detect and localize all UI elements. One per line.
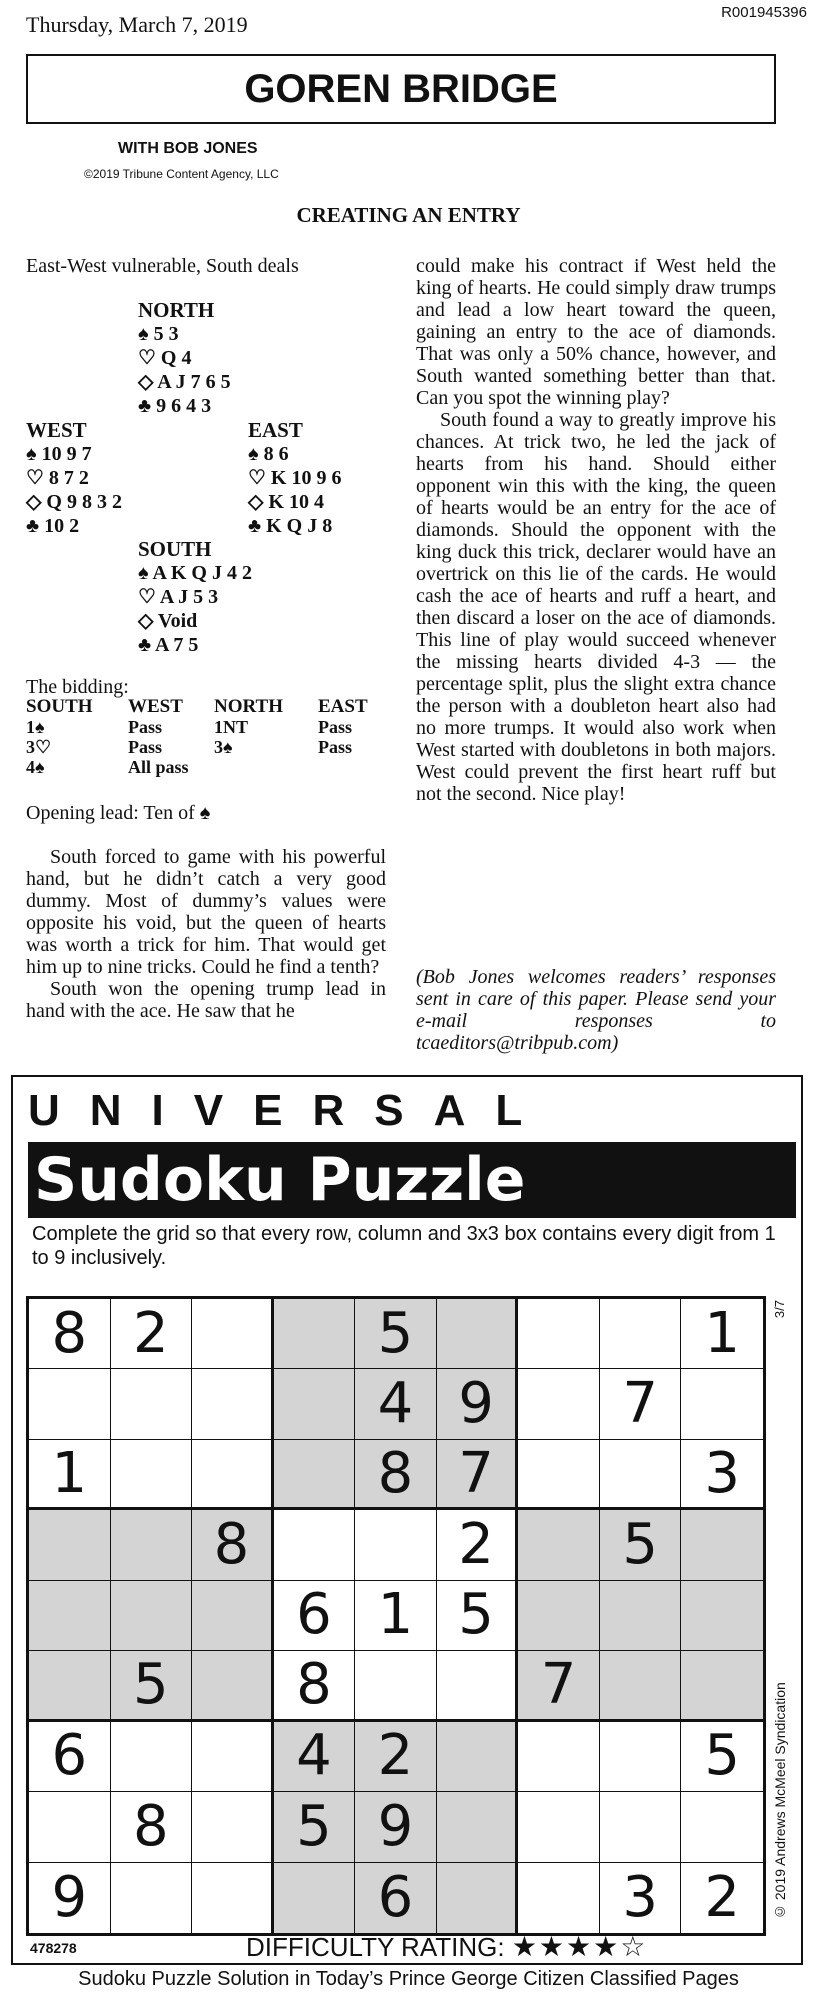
sudoku-cell[interactable]: 7 bbox=[600, 1369, 682, 1439]
bidding-row bbox=[26, 737, 368, 757]
star-rating-icon: ★★★★☆ bbox=[511, 1930, 648, 1963]
sudoku-cell[interactable]: 1 bbox=[355, 1581, 437, 1651]
sudoku-cell[interactable] bbox=[600, 1651, 682, 1721]
hand-label: SOUTH bbox=[138, 537, 212, 561]
paragraph: South forced to game with his powerful hand, but he didn’t catch a very good dummy. Most of dummy’s values were opposite his void, but the queen of hearts was worth a trick for him. That would get him up to nine tricks. Could he find a tenth? bbox=[26, 846, 386, 978]
sudoku-cell[interactable]: 8 bbox=[111, 1792, 193, 1862]
sudoku-cell[interactable] bbox=[111, 1722, 193, 1792]
spades-holding: ♠ A K Q J 4 2 bbox=[138, 562, 252, 584]
sudoku-cell[interactable]: 5 bbox=[111, 1651, 193, 1721]
spades-holding: ♠ 5 3 bbox=[138, 323, 179, 345]
hearts-holding: ♡ Q 4 bbox=[138, 347, 192, 369]
sudoku-cell[interactable]: 7 bbox=[518, 1651, 600, 1721]
sudoku-cell[interactable] bbox=[111, 1369, 193, 1439]
sudoku-cell[interactable] bbox=[437, 1792, 519, 1862]
sudoku-cell[interactable]: 6 bbox=[274, 1581, 356, 1651]
author-note: (Bob Jones welcomes readers’ responses sent in care of this paper. Please send your e-mail responses to tcaeditors@tribpub.com) bbox=[416, 966, 776, 1054]
sudoku-cell[interactable]: 2 bbox=[704, 1864, 741, 1930]
bidding-table bbox=[26, 697, 368, 777]
difficulty-label: DIFFICULTY RATING: bbox=[246, 1932, 505, 1962]
sudoku-cell[interactable] bbox=[29, 1581, 111, 1651]
sudoku-cell[interactable] bbox=[518, 1510, 600, 1580]
sudoku-cell[interactable] bbox=[437, 1651, 519, 1721]
bid: 3♡ bbox=[26, 737, 52, 757]
article-title: CREATING AN ENTRY bbox=[296, 203, 521, 227]
sudoku-cell[interactable] bbox=[600, 1440, 682, 1510]
sudoku-cell[interactable]: 3 bbox=[681, 1440, 763, 1510]
sudoku-cell[interactable] bbox=[518, 1792, 600, 1862]
article-body-right bbox=[416, 255, 776, 805]
sudoku-cell[interactable] bbox=[600, 1299, 682, 1369]
sudoku-cell[interactable]: 5 bbox=[437, 1581, 519, 1651]
article-body-left bbox=[26, 846, 386, 1022]
sudoku-cell[interactable] bbox=[111, 1510, 193, 1580]
sudoku-cell[interactable] bbox=[111, 1440, 193, 1510]
clubs-holding: ♣ 10 2 bbox=[26, 515, 80, 537]
hand-label: WEST bbox=[26, 418, 87, 442]
sudoku-cell[interactable] bbox=[355, 1510, 437, 1580]
bid: All pass bbox=[128, 757, 189, 777]
sudoku-cell[interactable]: 1 bbox=[29, 1440, 111, 1510]
bidding-column-header: SOUTH bbox=[26, 696, 93, 717]
sudoku-cell[interactable]: 4 bbox=[274, 1722, 356, 1792]
sudoku-cell[interactable] bbox=[192, 1722, 274, 1792]
sudoku-cell[interactable] bbox=[274, 1510, 356, 1580]
bidding-column-header: EAST bbox=[318, 696, 368, 717]
sudoku-cell[interactable]: 4 bbox=[355, 1369, 437, 1439]
sudoku-cell[interactable]: 9 bbox=[355, 1792, 437, 1862]
west-hand bbox=[26, 418, 122, 538]
sudoku-cell[interactable]: 5 bbox=[274, 1792, 356, 1862]
bidding-header: The bidding: bbox=[26, 676, 129, 698]
sudoku-cell[interactable] bbox=[274, 1299, 356, 1369]
sudoku-cell[interactable]: 9 bbox=[29, 1863, 111, 1933]
sudoku-cell[interactable] bbox=[518, 1299, 600, 1369]
sudoku-instructions: Complete the grid so that every row, column and 3x3 box contains every digit from 1 to 9 inclusively. bbox=[32, 1223, 776, 1269]
sudoku-cell[interactable] bbox=[29, 1651, 111, 1721]
diamonds-holding: ◇ Void bbox=[138, 610, 198, 632]
bid bbox=[214, 757, 318, 777]
hearts-holding: ♡ 8 7 2 bbox=[26, 467, 89, 489]
diamonds-holding: ◇ A J 7 6 5 bbox=[138, 371, 231, 393]
paragraph: could make his contract if West held the king of hearts. He could simply draw trumps and lead a low heart toward the queen, gaining an entry to the ace of diamonds. That was only a 50% chance, however, and South wanted something better than that. Can you spot the winning play? bbox=[416, 255, 776, 409]
bid bbox=[318, 757, 368, 777]
clubs-holding: ♣ K Q J 8 bbox=[248, 515, 333, 537]
side-date: 3/7 bbox=[772, 1300, 787, 1319]
diamonds-holding: ◇ Q 9 8 3 2 bbox=[26, 491, 122, 513]
bid: 3♠ bbox=[214, 737, 233, 757]
sudoku-cell[interactable] bbox=[681, 1369, 763, 1439]
bid: 4♠ bbox=[26, 757, 45, 777]
sudoku-cell[interactable] bbox=[681, 1792, 763, 1862]
sudoku-cell[interactable] bbox=[192, 1369, 274, 1439]
vulnerability-line: East-West vulnerable, South deals bbox=[26, 255, 299, 277]
sudoku-cell[interactable]: 9 bbox=[437, 1369, 519, 1439]
sudoku-cell[interactable] bbox=[29, 1369, 111, 1439]
sudoku-heading-top: UNIVERSAL bbox=[28, 1086, 553, 1135]
sudoku-cell[interactable] bbox=[111, 1863, 193, 1933]
sudoku-cell[interactable]: 2 bbox=[355, 1722, 437, 1792]
bidding-column-header: NORTH bbox=[214, 696, 284, 717]
spades-holding: ♠ 8 6 bbox=[248, 443, 289, 465]
spades-holding: ♠ 10 9 7 bbox=[26, 443, 92, 465]
sudoku-cell[interactable] bbox=[437, 1299, 519, 1369]
sudoku-cell[interactable] bbox=[111, 1581, 193, 1651]
clubs-holding: ♣ A 7 5 bbox=[138, 634, 199, 656]
hand-label: NORTH bbox=[138, 298, 215, 322]
publication-date: Thursday, March 7, 2019 bbox=[26, 12, 248, 37]
solution-note: Sudoku Puzzle Solution in Today’s Prince George Citizen Classified Pages bbox=[78, 1968, 739, 1990]
bid: Pass bbox=[128, 737, 163, 757]
sudoku-cell[interactable] bbox=[518, 1369, 600, 1439]
north-hand bbox=[138, 298, 231, 418]
page-code: R001945396 bbox=[721, 4, 807, 21]
sudoku-cell[interactable] bbox=[518, 1863, 600, 1933]
sudoku-cell[interactable]: 8 bbox=[192, 1510, 274, 1580]
bid: Pass bbox=[318, 737, 353, 757]
sudoku-cell[interactable] bbox=[437, 1722, 519, 1792]
bidding-row bbox=[26, 717, 368, 737]
sudoku-cell[interactable]: 7 bbox=[437, 1440, 519, 1510]
bid: 1NT bbox=[214, 717, 249, 737]
sudoku-cell[interactable]: 2 bbox=[111, 1299, 193, 1369]
bidding-row bbox=[26, 757, 368, 777]
sudoku-cell[interactable]: 6 bbox=[29, 1722, 111, 1792]
sudoku-cell[interactable] bbox=[192, 1440, 274, 1510]
bid: Pass bbox=[128, 717, 163, 737]
syndication-credit: © 2019 Andrews McMeel Syndication bbox=[772, 1682, 788, 1920]
sudoku-heading-banner: Sudoku Puzzle bbox=[28, 1142, 796, 1218]
east-hand bbox=[248, 418, 342, 538]
opening-lead: Opening lead: Ten of ♠ bbox=[26, 802, 211, 824]
clubs-holding: ♣ 9 6 4 3 bbox=[138, 395, 212, 417]
sudoku-cell[interactable]: 5 bbox=[600, 1510, 682, 1580]
sudoku-cell[interactable] bbox=[437, 1863, 519, 1933]
sudoku-cell[interactable]: 1 bbox=[681, 1299, 763, 1369]
column-title: GOREN BRIDGE bbox=[26, 54, 776, 124]
sudoku-cell[interactable] bbox=[681, 1581, 763, 1651]
hearts-holding: ♡ K 10 9 6 bbox=[248, 467, 342, 489]
sudoku-cell[interactable]: 8 bbox=[355, 1440, 437, 1510]
sudoku-cell[interactable] bbox=[274, 1863, 356, 1933]
sudoku-cell[interactable] bbox=[192, 1863, 274, 1933]
copyright: ©2019 Tribune Content Agency, LLC bbox=[84, 167, 279, 181]
sudoku-cell[interactable] bbox=[681, 1651, 763, 1721]
sudoku-cell[interactable] bbox=[274, 1369, 356, 1439]
bid: 1♠ bbox=[26, 717, 45, 737]
sudoku-cell[interactable] bbox=[192, 1792, 274, 1862]
sudoku-cell[interactable] bbox=[355, 1651, 437, 1721]
sudoku-cell[interactable] bbox=[518, 1722, 600, 1792]
sudoku-cell[interactable] bbox=[29, 1510, 111, 1580]
sudoku-cell[interactable] bbox=[600, 1581, 682, 1651]
sudoku-cell[interactable] bbox=[518, 1581, 600, 1651]
sudoku-cell[interactable] bbox=[600, 1722, 682, 1792]
sudoku-cell[interactable] bbox=[681, 1510, 763, 1580]
byline: WITH BOB JONES bbox=[118, 140, 258, 157]
bidding-column-header: WEST bbox=[128, 696, 183, 717]
bid: Pass bbox=[318, 717, 353, 737]
difficulty-rating bbox=[246, 1930, 647, 1963]
sudoku-cell[interactable]: 3 bbox=[600, 1863, 682, 1933]
sudoku-cell[interactable] bbox=[29, 1792, 111, 1862]
sudoku-cell[interactable]: 2 bbox=[437, 1510, 519, 1580]
paragraph: South found a way to greatly improve his chances. At trick two, he led the jack of hearts from his hand. Should either opponent win this with the king, the queen of hearts would be an entry for the ace of diamonds. Should the opponent with the king duck this trick, declarer would have an overtrick on this lie of the cards. He would cash the ace of hearts and ruff a heart, and then discard a loser on the ace of diamonds. This line of play would succeed whenever the missing hearts divided 4-3 — the percentage split, plus the slight extra chance the person with a doubleton heart also had no more trumps. It would also work when West started with doubletons in both majors. West could prevent the first heart ruff but not the second. Nice play! bbox=[416, 409, 776, 805]
sudoku-cell[interactable] bbox=[518, 1440, 600, 1510]
paragraph: South won the opening trump lead in hand with the ace. He saw that he bbox=[26, 978, 386, 1022]
south-hand bbox=[138, 537, 252, 657]
sudoku-cell[interactable] bbox=[600, 1792, 682, 1862]
sudoku-cell[interactable] bbox=[192, 1651, 274, 1721]
sudoku-cell[interactable]: 5 bbox=[355, 1299, 437, 1369]
hand-label: EAST bbox=[248, 418, 303, 442]
hearts-holding: ♡ A J 5 3 bbox=[138, 586, 219, 608]
puzzle-id: 478278 bbox=[30, 1940, 77, 1956]
sudoku-cell[interactable] bbox=[192, 1581, 274, 1651]
sudoku-cell[interactable]: 6 bbox=[355, 1863, 437, 1933]
sudoku-cell[interactable] bbox=[192, 1299, 274, 1369]
sudoku-cell[interactable] bbox=[274, 1440, 356, 1510]
sudoku-cell[interactable]: 5 bbox=[681, 1722, 763, 1792]
sudoku-grid bbox=[26, 1296, 766, 1936]
sudoku-cell[interactable]: 8 bbox=[274, 1651, 356, 1721]
diamonds-holding: ◇ K 10 4 bbox=[248, 491, 324, 513]
sudoku-cell[interactable]: 8 bbox=[29, 1299, 111, 1369]
